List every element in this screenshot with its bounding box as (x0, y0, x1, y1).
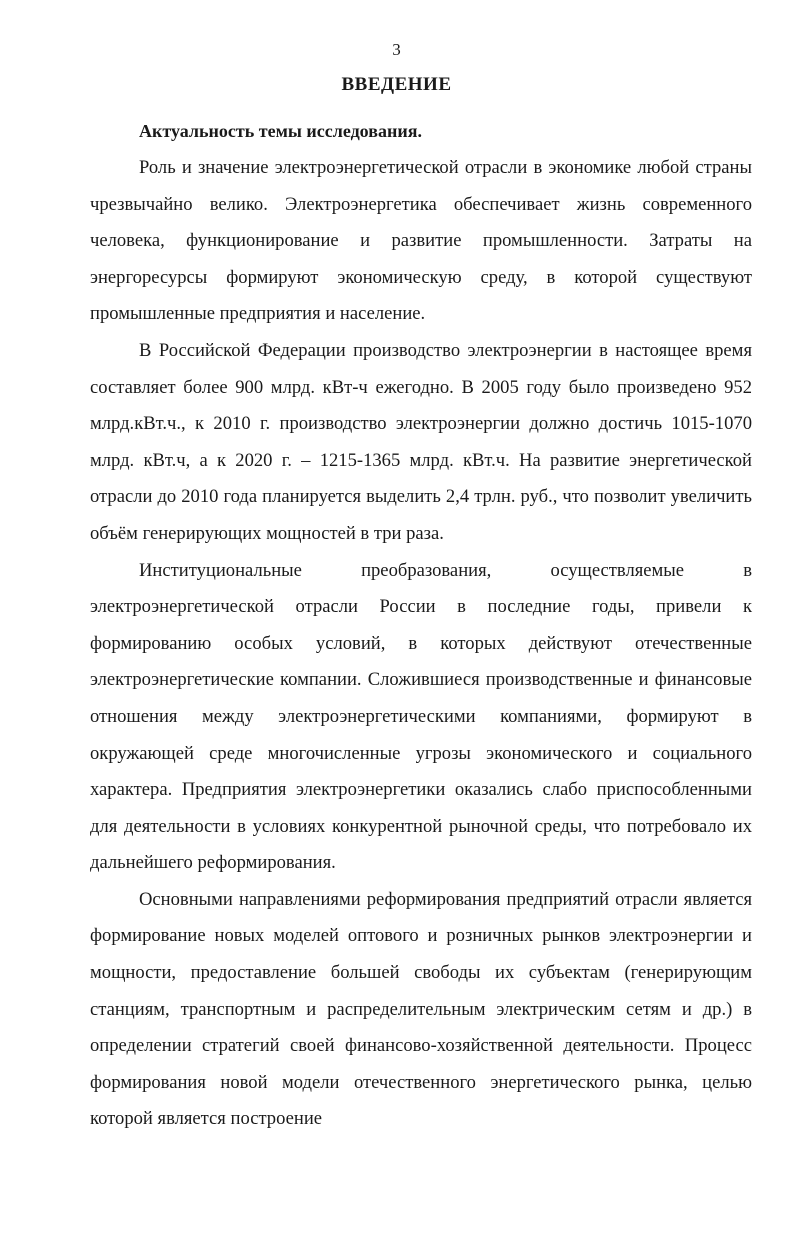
paragraph-3: Институциональные преобразования, осуществляемые в электроэнергетической отрасли России в последние годы, привели к формированию особых условий, в которых действуют отечественные электроэнергетические компании. Сложившиеся производственные и финансовые отношения между электроэнергетическими компаниями, формируют в окружающей среде многочисленные угрозы экономического и социального характера. Предприятия электроэнергетики оказались слабо приспособленными для деятельности в условиях конкурентной рыночной среды, что потребовало их дальнейшего реформирования. (90, 559, 752, 874)
paragraph-2: В Российской Федерации производство электроэнергии в настоящее время составляет более 900 млрд. кВт-ч ежегодно. В 2005 году было произведено 952 млрд.кВт.ч., к 2010 г. производство электроэнергии должно достичь 1015-1070 млрд. кВт.ч, а к 2020 г. – 1215-1365 млрд. кВт.ч. На развитие энергетической отрасли до 2010 года планируется выделить 2,4 трлн. руб., что позволит увеличить объём генерирующих мощностей в три раза. (90, 339, 752, 544)
body-text (90, 150, 752, 1138)
paragraph-1: Роль и значение электроэнергетической отрасли в экономике любой страны чрезвычайно велико. Электроэнергетика обеспечивает жизнь современного человека, функционирование и развитие промышленности. Затраты на энергоресурсы формируют экономическую среду, в которой существуют промышленные предприятия и население. (90, 157, 752, 325)
section-title: ВВЕДЕНИЕ (341, 74, 452, 95)
page-number: 3 (392, 40, 401, 59)
paragraph-4: Основными направлениями реформирования предприятий отрасли является формирование новых моделей оптового и розничных рынков электроэнергии и мощности, предоставление большей свободы их субъектам (генерирующим станциям, транспортным и распределительным электрическим сетям и др.) в определении стратегий своей финансово-хозяйственной деятельности. Процесс формирования новой модели отечественного энергетического рынка, целью которой является построение (90, 888, 752, 1130)
subheading: Актуальность темы исследования. (139, 121, 422, 141)
